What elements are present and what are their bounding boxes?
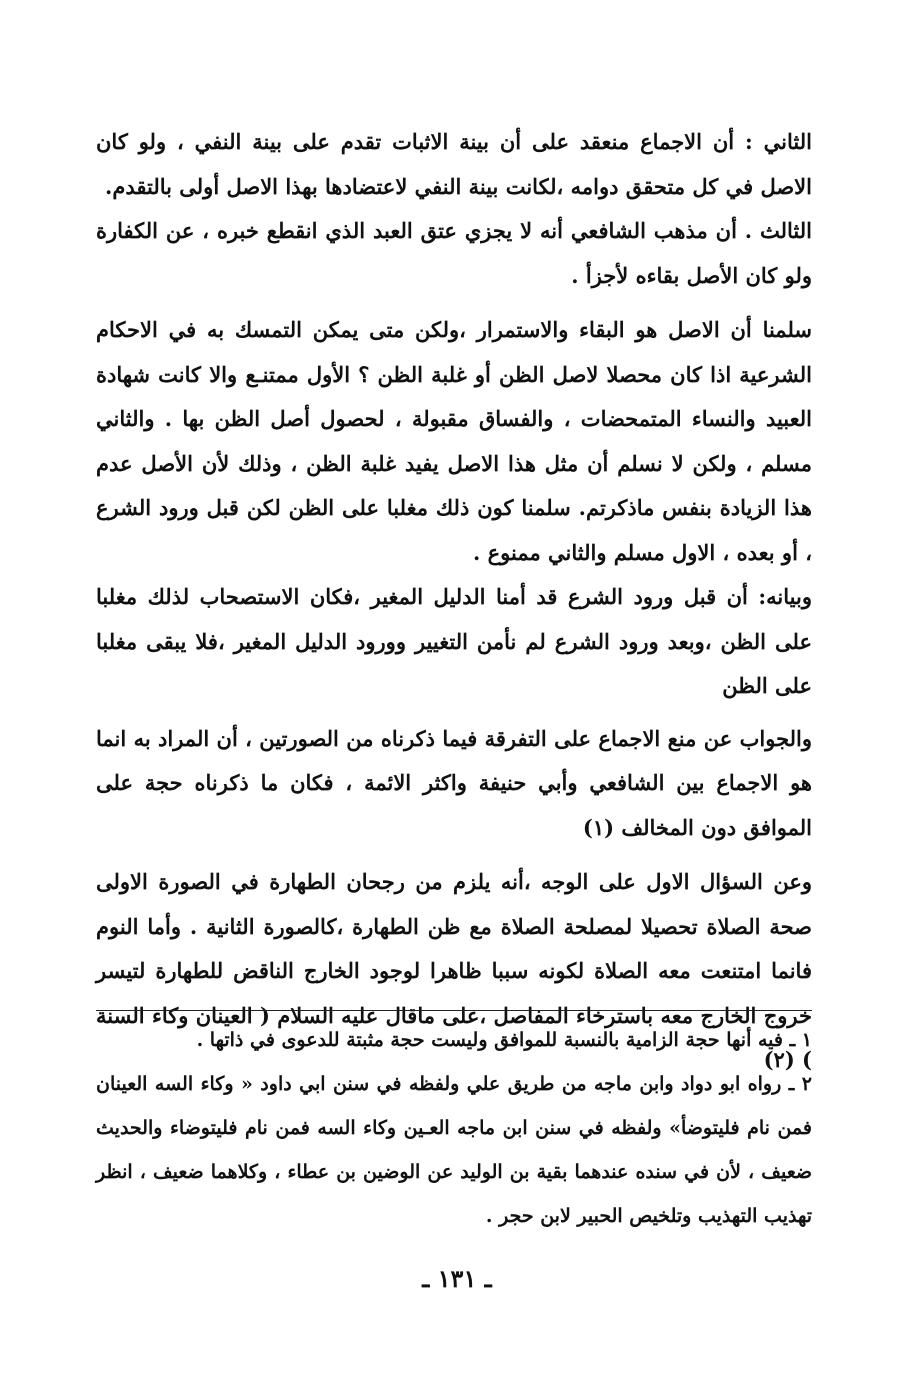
footnote-divider	[96, 1010, 812, 1011]
paragraph-second-objection: الثاني : أن الاجماع منعقد على أن بينة الاثبات تقدم على بينة النفي ، ولو كان الاصل في كل متحقق دوامه ،لكانت بينة النفي لاعتضادها بهذا الاصل أولى بالتقدم.	[96, 129, 812, 199]
footnote-1: ١ ـ فيه أنها حجة الزامية بالنسبة للموافق وليست حجة مثبتة للدعوى في ذاتها .	[196, 1029, 812, 1051]
footnotes	[96, 1018, 812, 1238]
paragraph-third-objection: الثالث . أن مذهب الشافعي أنه لا يجزي عتق العبد الذي انقطع خبره ، عن الكفارة ولو كان الأصل بقاءه لأجزأ .	[96, 218, 812, 288]
footnote-2: ٢ ـ رواه ابو دواد وابن ماجه من طريق علي ولفظه في سنن ابي داود « وكاء السه العينان فمن نام فليتوضأ» ولفظه في سنن ابن ماجه العـين وكاء السه فمن نام فليتوضاء والحديث ضعيف ، لأن في سنده عندهما بقية بن الوليد عن الوضين بن عطاء ، وكلاهما ضعيف ، انظر تهذيب التهذيب وتلخيص الحبير لابن حجر .	[96, 1073, 812, 1227]
paragraph-explanation: وبيانه: أن قبل ورود الشرع قد أمنا الدليل المغير ،فكان الاستصحاب لذلك مغلبا على الظن ،وبعد ورود الشرع لم نأمن التغيير وورود الدليل المغير ،فلا يبقى مغلبا على الظن	[96, 584, 812, 698]
page-number: ـ ١٣١ ـ	[422, 1264, 492, 1293]
paragraph-response: والجواب عن منع الاجماع على التفرقة فيما ذكرناه من الصورتين ، أن المراد به انما هو الاجماع بين الشافعي وأبي حنيفة واكثر الائمة ، فكان ما ذكرناه حجة على الموافق دون المخالف (١)	[96, 725, 812, 840]
paragraph-first-question: وعن السؤال الاول على الوجه ،أنه يلزم من رجحان الطهارة في الصورة الاولى صحة الصلاة تحصيلا لمصلحة الصلاة مع ظن الطهارة ،كالصورة الثانية . وأما النوم فانما امتنعت معه الصلاة لكونه سببا ظاهرا لوجود الخارج الناقض للطهارة لتيسر خروج الخارج معه باسترخاء المفاصل ،على ماقال عليه السلام ( العينان وكاء السنة ) (٢)	[96, 869, 812, 1072]
paragraph-concession: سلمنا أن الاصل هو البقاء والاستمرار ،ولكن متى يمكن التمسك به في الاحكام الشرعية اذا كان محصلا لاصل الظن أو غلبة الظن ؟ الأول ممتنـع والا كانت شهادة العبيد والنساء المتمحضات ، والفساق مقبولة ، لحصول أصل الظن بها . والثاني مسلم ، ولكن لا نسلم أن مثل هذا الاصل يفيد غلبة الظن ، وذلك لأن الأصل عدم هذا الزيادة بنفس ماذكرتم. سلمنا كون ذلك مغلبا على الظن لكن قبل ورود الشرع ، أو بعده ، الاول مسلم والثاني ممنوع .	[96, 317, 812, 565]
main-text	[96, 120, 812, 1083]
